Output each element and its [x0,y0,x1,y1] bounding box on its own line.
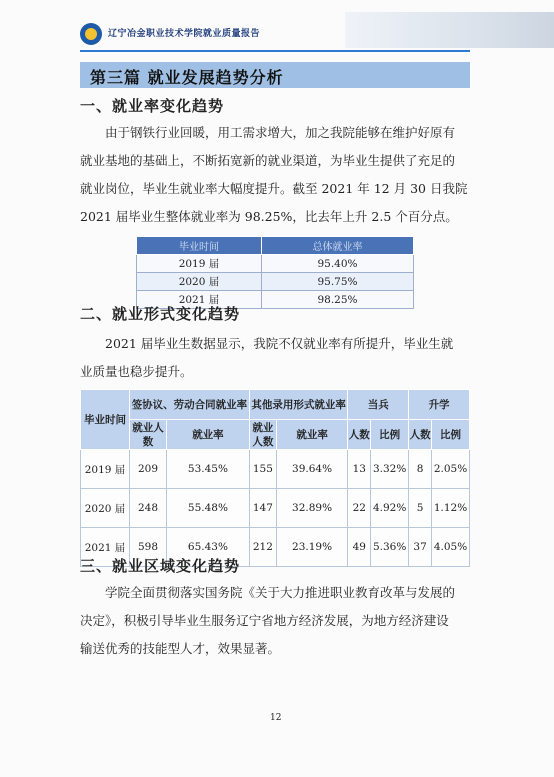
paragraph-line: 就业基地的基础上，不断拓宽新的就业渠道，为毕业生提供了充足的 [80,153,456,168]
table-cell: 155 [249,450,276,489]
paragraph-line: 2021 届毕业生数据显示，我院不仅就业率有所提升，毕业生就 [105,336,454,351]
table-cell: 98.25% [261,291,413,309]
overall-employment-table [136,236,414,309]
table-cell: 2019 届 [81,450,130,489]
paragraph-line: 输送优秀的技能型人才，效果显著。 [80,641,281,656]
table-cell: 3.32% [371,450,409,489]
table-cell: 2020 届 [137,273,262,291]
paragraph-line: 学院全面贯彻落实国务院《关于大力推进职业教育改革与发展的 [105,585,456,600]
table-cell: 248 [130,489,167,528]
table-subheader: 就业率 [167,420,250,450]
paragraph-line: 业质量也稳步提升。 [80,364,193,379]
school-logo-icon [80,23,102,45]
heading-employment-form-trend: 二、就业形式变化趋势 [80,305,241,323]
table-cell: 37 [409,528,432,567]
table-cell: 2.05% [432,450,470,489]
table-cell: 209 [130,450,167,489]
section-title-bar [80,62,470,88]
table-cell: 65.43% [167,528,250,567]
heading-employment-region-trend: 三、就业区域变化趋势 [80,557,241,575]
table-header: 总体就业率 [261,237,413,255]
header-title: 辽宁冶金职业技术学院就业质量报告 [108,29,261,39]
paragraph-line: 决定》，积极引导毕业生服务辽宁省地方经济发展，为地方经济建设 [80,613,449,628]
table-cell: 2019 届 [137,255,262,273]
table-cell: 2021 届 [81,528,130,567]
page-header [80,22,480,50]
paragraph-employment-form [80,330,470,386]
paragraph-line: 2021 届毕业生整体就业率为 98.25%，比去年上升 2.5 个百分点。 [80,209,458,224]
building-image [345,12,554,48]
table-row [81,450,470,489]
paragraph-employment-rate [80,119,470,231]
table-cell: 5.36% [371,528,409,567]
section-title: 第三篇 就业发展趋势分析 [90,68,284,87]
table-subheader: 比例 [432,420,470,450]
table-cell: 13 [348,450,371,489]
table-header: 毕业时间 [137,237,262,255]
table-row [137,273,414,291]
table-subheader: 就业人数 [130,420,167,450]
table-cell: 2020 届 [81,489,130,528]
table-row [137,255,414,273]
table-subheader: 就业人数 [249,420,276,450]
table-cell: 4.05% [432,528,470,567]
table-header: 毕业时间 [81,390,130,450]
table-cell: 1.12% [432,489,470,528]
employment-form-table [80,389,470,567]
table-cell: 55.48% [167,489,250,528]
table-cell: 39.64% [276,450,347,489]
table-subheader: 人数 [409,420,432,450]
table-cell: 32.89% [276,489,347,528]
table-header: 签协议、劳动合同就业率 [130,390,250,420]
table-cell: 95.75% [261,273,413,291]
table-cell: 53.45% [167,450,250,489]
table-header: 当兵 [348,390,409,420]
table-header: 升学 [409,390,470,420]
table-cell: 8 [409,450,432,489]
paragraph-line: 就业岗位，毕业生就业率大幅度提升。截至 2021 年 12 月 30 日我院 [80,181,468,196]
table-cell: 4.92% [371,489,409,528]
table-subheader: 比例 [371,420,409,450]
table-cell: 147 [249,489,276,528]
table-cell: 23.19% [276,528,347,567]
table-subheader: 人数 [348,420,371,450]
table-cell: 5 [409,489,432,528]
heading-employment-rate-trend: 一、就业率变化趋势 [80,97,225,115]
table-cell: 22 [348,489,371,528]
table-cell: 49 [348,528,371,567]
page-number: 12 [270,713,282,723]
paragraph-employment-region [80,579,470,663]
table-cell: 212 [249,528,276,567]
table-cell: 598 [130,528,167,567]
table-row [81,489,470,528]
table-cell: 95.40% [261,255,413,273]
table-subheader: 就业率 [276,420,347,450]
header-divider [80,50,470,52]
table-header: 其他录用形式就业率 [249,390,347,420]
table-cell: 2021 届 [137,291,262,309]
paragraph-line: 由于钢铁行业回暖，用工需求增大，加之我院能够在维护好原有 [105,125,456,140]
